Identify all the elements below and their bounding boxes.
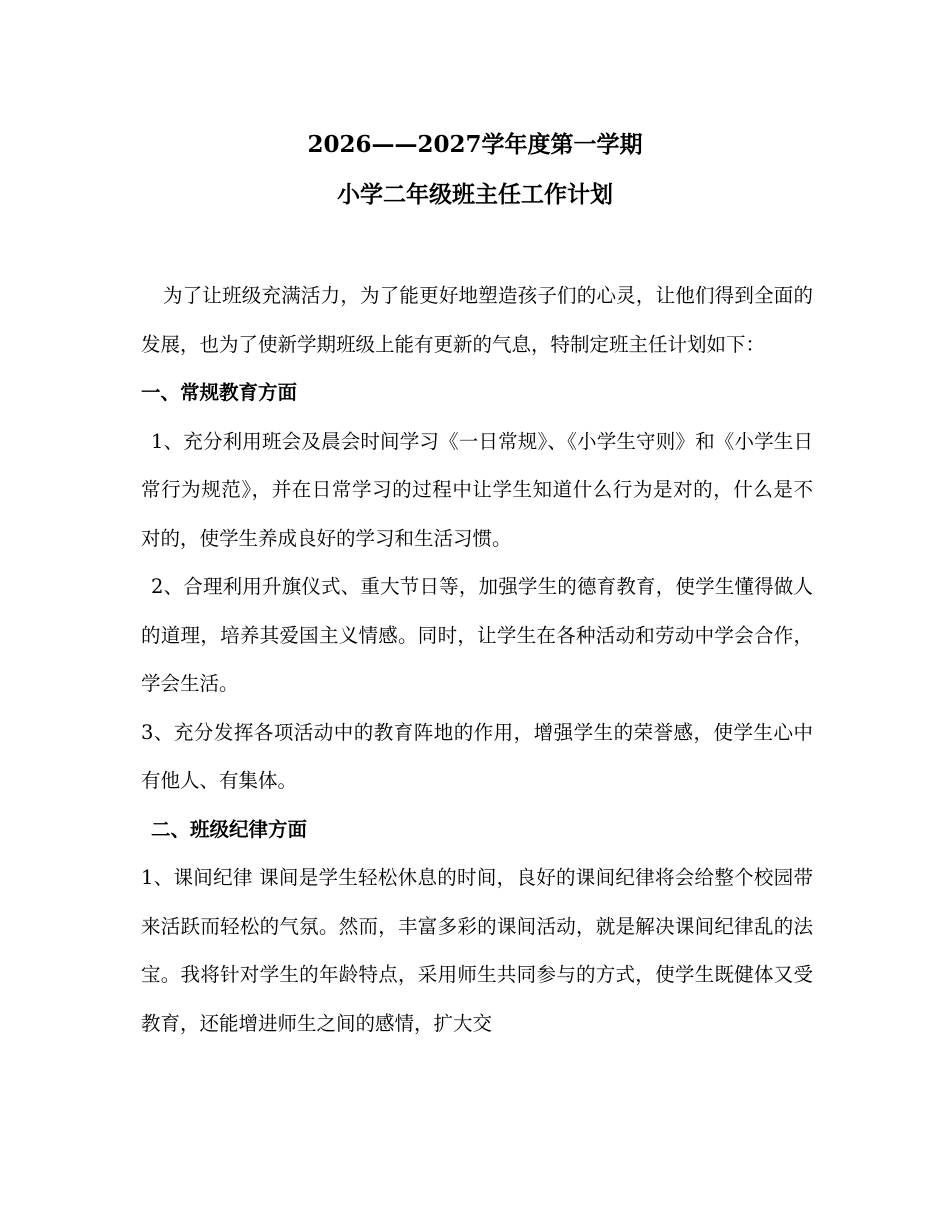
document-title: 小学二年级班主任工作计划	[337, 181, 613, 208]
routine-item-3: 3、充分发挥各项活动中的教育阵地的作用，增强学生的荣誉感，使学生心中有他人、有集体。	[141, 720, 813, 792]
section-heading-discipline: 二、班级纪律方面	[151, 817, 308, 841]
document-body	[141, 272, 813, 1048]
document-title-year: 2026——2027学年度第一学期	[307, 131, 643, 158]
section-heading-routine: 一、常规教育方面	[141, 381, 298, 404]
discipline-item-1: 1、课间纪律 课间是学生轻松休息的时间，良好的课间纪律将会给整个校园带来活跃而轻松的气氛。然而，丰富多彩的课间活动，就是解决课间纪律乱的法宝。我将针对学生的年龄特点，采用师生共同参与的方式，使学生既健体又受教育，还能增进师生之间的感情，扩大交	[141, 866, 813, 1035]
intro-paragraph: 为了让班级充满活力，为了能更好地塑造孩子们的心灵，让他们得到全面的发展，也为了使新学期班级上能有更新的气息，特制定班主任计划如下：	[141, 284, 813, 356]
routine-item-1: 1、充分利用班会及晨会时间学习《一日常规》、《小学生守则》和《小学生日常行为规范》，并在日常学习的过程中让学生知道什么行为是对的，什么是不对的，使学生养成良好的学习和生活习惯。	[141, 429, 813, 550]
routine-item-2: 2、合理利用升旗仪式、重大节日等，加强学生的德育教育，使学生懂得做人的道理，培养其爱国主义情感。同时，让学生在各种活动和劳动中学会合作，学会生活。	[141, 575, 813, 695]
